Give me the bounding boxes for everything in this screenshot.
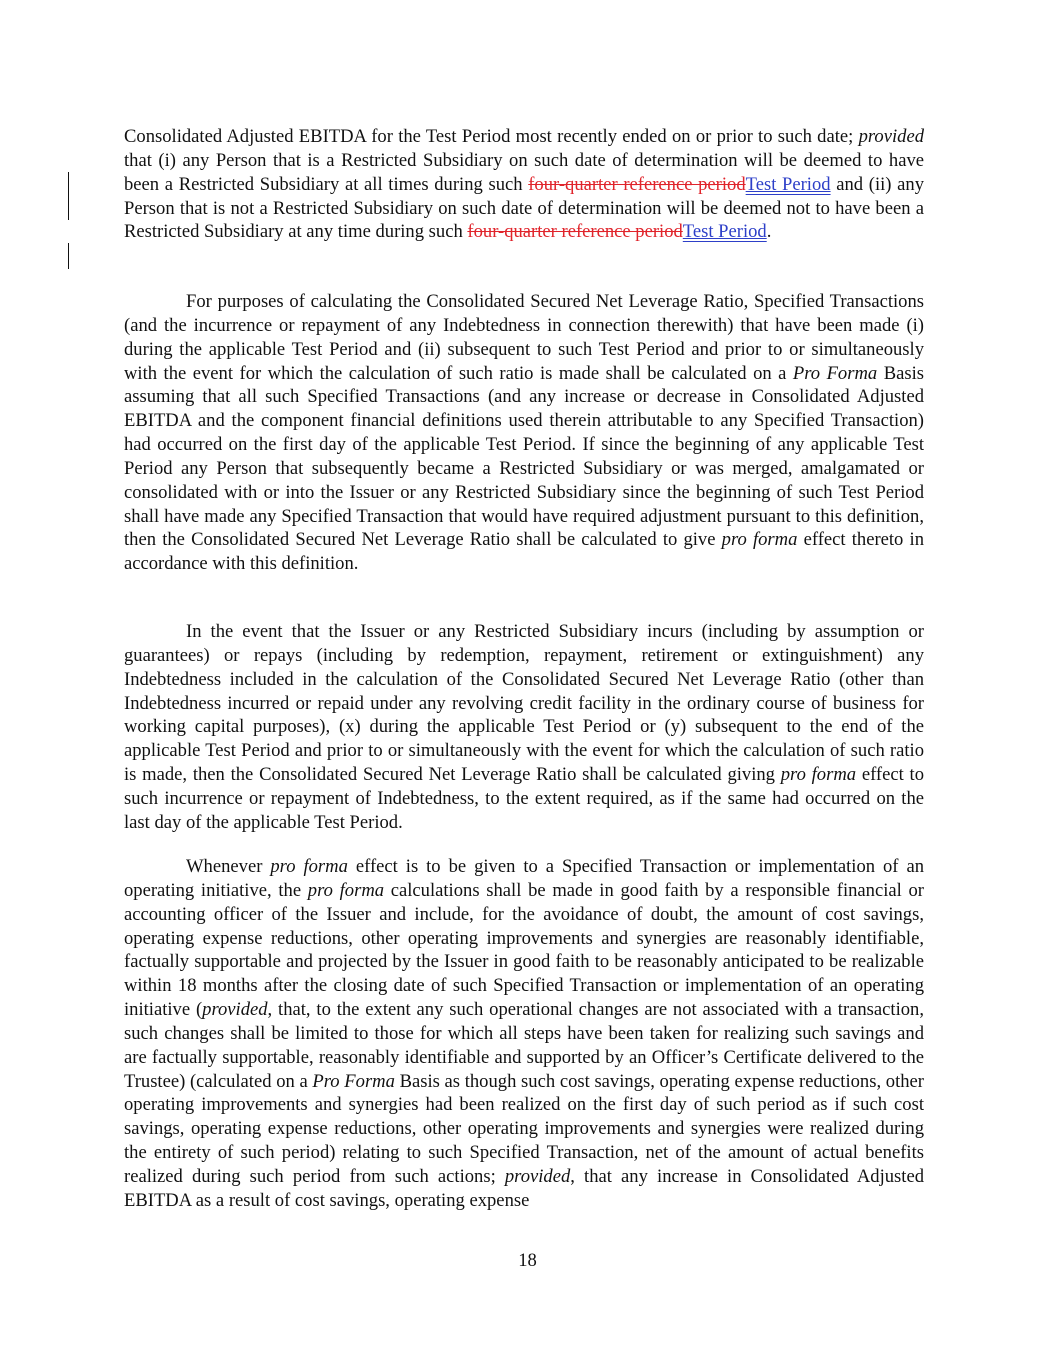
text-run: Consolidated Adjusted EBITDA for the Test Period most recently ended on or prior to such date; — [124, 126, 859, 147]
italic-term: provided — [202, 999, 268, 1021]
page-number: 18 — [518, 1250, 537, 1271]
text-run: . — [766, 221, 772, 243]
change-bar — [68, 172, 69, 220]
paragraph-pro-forma-calculation — [124, 290, 924, 576]
paragraph-text — [124, 620, 924, 835]
deleted-text: four-quarter reference period — [528, 173, 746, 195]
italic-term: pro forma — [780, 764, 857, 786]
text-run: effect thereto in accordance with this definition. — [124, 529, 924, 575]
italic-term: Pro Forma — [312, 1070, 395, 1092]
text-run: , that any increase in Consolidated Adjusted EBITDA as a result of cost savings, operating expense — [124, 1165, 924, 1211]
text-run: effect is to be given to a Specified Transaction or implementation of an operating initiative, the — [124, 856, 924, 901]
paragraph-pro-forma-effect — [124, 855, 924, 1213]
paragraph-text — [124, 125, 924, 244]
text-run: , that, to the extent any such operational changes are not associated with a transaction, such changes shall be limited to those for which all steps have been taken for realizing such savings and are factually supportable, reasonably identifiable and supported by an Officer’s Certificate delivered to the Trustee) (calculated on a — [124, 999, 925, 1092]
text-run: effect to such incurrence or repayment of Indebtedness, to the extent required, as if the same had occurred on the last day of the applicable Test Period. — [124, 764, 925, 833]
paragraph-text — [124, 855, 924, 1213]
italic-term: provided — [504, 1165, 571, 1187]
italic-term: pro forma — [270, 856, 348, 877]
inserted-text: Test Period — [682, 221, 767, 243]
deleted-text: four-quarter reference period — [467, 221, 683, 243]
italic-term: pro forma — [721, 529, 798, 551]
text-run: Whenever — [186, 856, 271, 877]
change-bar — [68, 243, 69, 269]
inserted-text: Test Period — [745, 173, 831, 195]
text-run: For purposes of calculating the Consolidated Secured Net Leverage Ratio, Specified Transactions (and the incurrence or repayment of any Indebtedness in connection therewith) that have been made (i) during the applicable Test Period and (ii) subsequent to such Test Period and prior to or simultaneously with the event for which the calculation of such ratio is made shall be calculated on a — [124, 291, 924, 384]
text-run: Basis assuming that all such Specified Transactions (and any increase or decrease in Consolidated Adjusted EBITDA and the component financial definitions used therein attributable to any Specified Transaction) had occurred on the first day of the applicable Test Period. If since the beginning of any applicable Test Period any Person that subsequently became a Restricted Subsidiary or was merged, amalgamated or consolidated with or into the Issuer or any Restricted Subsidiary since the beginning of such Test Period shall have made any Specified Transaction that would have required adjustment pursuant to this definition, then the Consolidated Secured Net Leverage Ratio shall be calculated to give — [124, 362, 924, 551]
paragraph-text — [124, 290, 924, 576]
italic-term: provided — [858, 126, 924, 147]
text-run: Basis as though such cost savings, operating expense reductions, other operating improvements and synergies had been realized on the first day of such period as if such cost savings, operating expense reductions, other operating improvements and synergies were realized during the entirety of such period) relating to such Specified Transaction, net of the amount of actual benefits realized during such period from such actions; — [124, 1070, 924, 1187]
paragraph-continuation — [124, 125, 924, 244]
italic-term: pro forma — [307, 879, 385, 901]
text-run: that (i) any Person that is a Restricted Subsidiary on such date of determination will be deemed to have been a Restricted Subsidiary at all times during such — [124, 149, 924, 195]
text-run: and (ii) any Person that is not a Restricted Subsidiary on such date of determination will be deemed not to have been a Restricted Subsidiary at any time during such — [124, 173, 924, 243]
text-run: calculations shall be made in good faith by a responsible financial or accounting officer of the Issuer and include, for the avoidance of doubt, the amount of cost savings, operating expense reductions, other operating improvements and synergies are reasonably identifiable, factually supportable and projected by the Issuer in good faith to be reasonably anticipated to be realizable within 18 months after the closing date of such Specified Transaction or implementation of an operating initiative ( — [124, 879, 924, 1021]
text-run: In the event that the Issuer or any Restricted Subsidiary incurs (including by assumption or guarantees) or repays (including by redemption, repayment, retirement or extinguishment) any Indebtedness included in the calculation of the Consolidated Secured Net Leverage Ratio (other than Indebtedness incurred or repaid under any revolving credit facility in the ordinary course of business for working capital purposes), (x) during the applicable Test Period or (y) subsequent to the end of the applicable Test Period and prior to or simultaneously with the event for which the calculation of such ratio is made, then the Consolidated Secured Net Leverage Ratio shall be calculated giving — [124, 621, 924, 786]
italic-term: Pro Forma — [792, 362, 878, 384]
paragraph-indebtedness-event — [124, 620, 924, 835]
